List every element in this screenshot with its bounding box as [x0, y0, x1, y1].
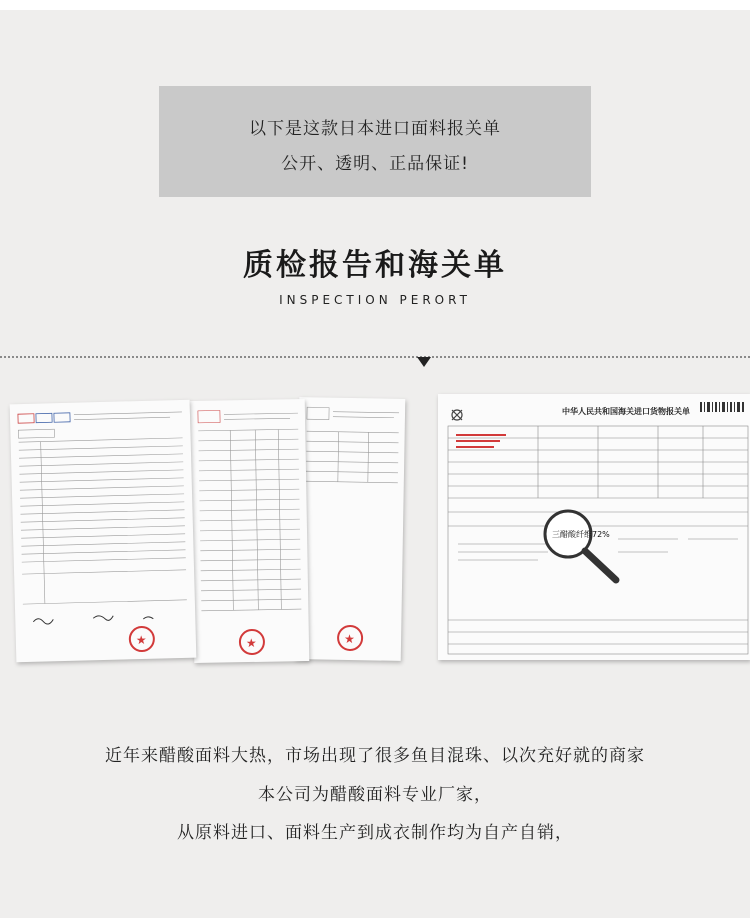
svg-text:★: ★ — [245, 635, 257, 651]
section-subtitle: INSPECTION PERORT — [279, 293, 471, 307]
customs-doc-graphic — [438, 394, 750, 660]
down-arrow-icon — [417, 357, 431, 367]
inspection-report-page-2 — [190, 399, 310, 663]
notice-line-1: 以下是这款日本进口面料报关单 — [249, 119, 501, 139]
inspection-report-page-3 — [295, 397, 406, 661]
caption-line-3: 从原料进口、面料生产到成衣制作均为自产自销， — [177, 823, 573, 843]
magnifier-text: 三醋酸纤维72% — [552, 530, 610, 539]
report-page-1-graphic — [10, 400, 197, 663]
top-band — [0, 0, 750, 10]
svg-text:★: ★ — [135, 632, 147, 648]
report-page-3-graphic — [295, 397, 406, 661]
section-title: 质检报告和海关单 — [243, 248, 507, 283]
report-page-2-graphic — [190, 399, 310, 663]
notice-box — [159, 86, 591, 197]
caption-line-1: 近年来醋酸面料大热，市场出现了很多鱼目混珠、以次充好就的商家 — [105, 746, 645, 766]
notice-line-2: 公开、透明、正品保证! — [281, 154, 469, 174]
inspection-report-page-1 — [10, 400, 197, 663]
dotted-divider — [0, 356, 750, 358]
caption-line-2: 本公司为醋酸面料专业厂家， — [258, 785, 492, 805]
customs-doc-heading: 中华人民共和国海关进口货物报关单 — [562, 407, 690, 416]
customs-declaration-doc — [438, 394, 750, 660]
svg-text:★: ★ — [343, 631, 355, 647]
